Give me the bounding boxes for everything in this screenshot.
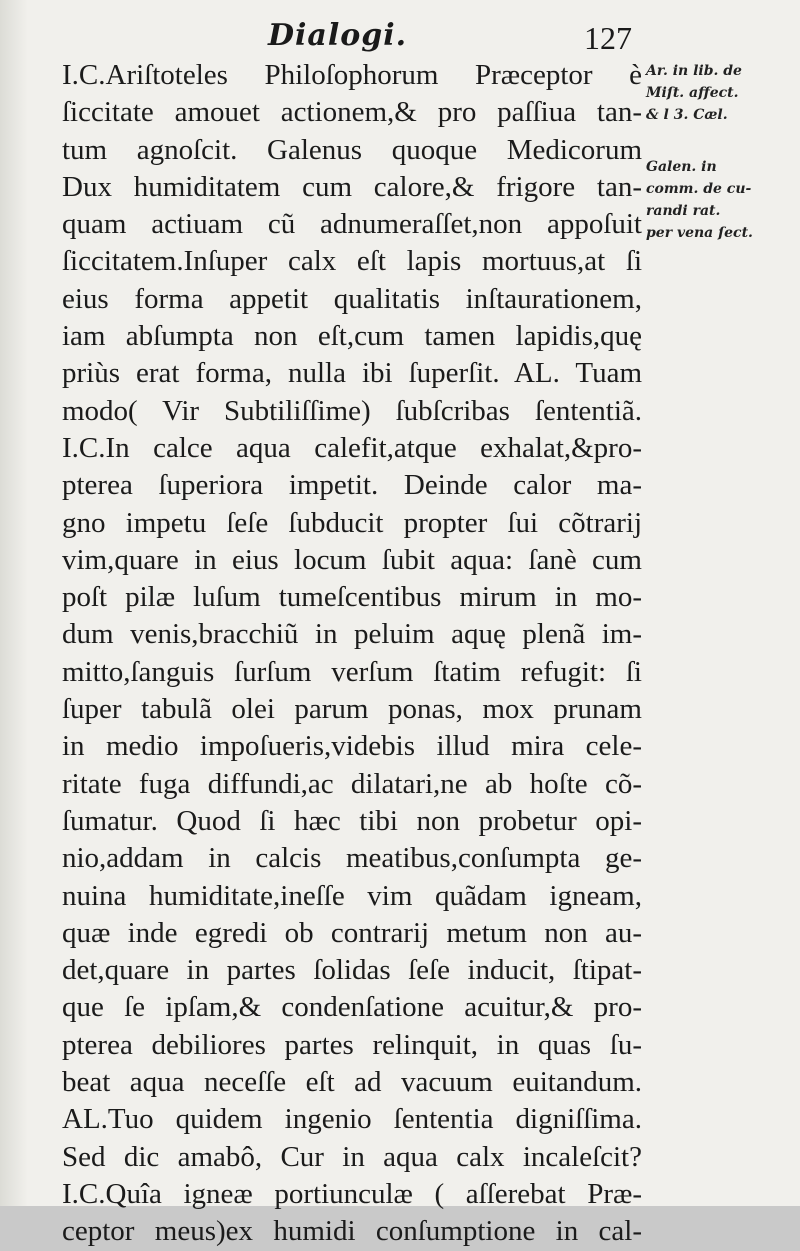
running-head: Dialogi. [268,18,408,53]
body-text [62,57,642,1251]
marginal-note-line: randi rat. [646,203,721,219]
text-line: AL.Tuo quidem ingenio ſententia digniſſima. [62,1103,642,1136]
marginal-note-line: Ar. in lib. de [646,63,742,79]
marginal-note-line: Miſt. affect. [646,85,739,101]
text-line: nio,addam in calcis meatibus,conſumpta ge- [62,842,642,875]
text-line: vim,quare in eius locum ſubit aqua: ſanè cum [62,543,642,576]
text-line: I.C.In calce aqua calefit,atque exhalat,&pro- [62,431,642,464]
text-line: ceptor meus)ex humidi conſumptione in cal- [62,1215,642,1248]
text-line: eius forma appetit qualitatis inſtaurationem, [62,282,642,315]
marginal-note-line: & l 3. Cæl. [646,107,728,123]
text-line: quæ inde egredi ob contrarij metum non au- [62,916,642,949]
text-line: ſiccitate amouet actionem,& pro paſſiua tan- [62,96,642,129]
marginal-note-galen [646,156,794,244]
text-line: Dux humiditatem cum calore,& frigore tan- [62,170,642,203]
text-line: Sed dic amabô, Cur in aqua calx incaleſcit? [62,1140,642,1173]
text-line: in medio impoſueris,videbis illud mira cele- [62,730,642,763]
text-line: priùs erat forma, nulla ibi ſuperſit. AL. Tuam [62,357,642,390]
text-line: beat aqua neceſſe eſt ad vacuum euitandum. [62,1066,642,1099]
marginal-notes [646,60,794,274]
text-line: pterea debiliores partes relinquit, in quas ſu- [62,1028,642,1061]
marginal-note-line: comm. de cu- [646,181,752,197]
text-line: ſiccitatem.Inſuper calx eſt lapis mortuus,at ſi [62,245,642,278]
page-number: 127 [584,20,632,56]
text-line: ritate fuga diffundi,ac dilatari,ne ab hoſte cõ- [62,767,642,800]
text-line: poſt pilæ luſum tumeſcentibus mirum in mo- [62,581,642,614]
marginal-note-line: per vena ſect. [646,225,753,241]
text-line: pterea ſuperiora impetit. Deinde calor ma- [62,469,642,502]
text-line: det,quare in partes ſolidas ſeſe inducit, ſtipat- [62,954,642,987]
text-line: ſuper tabulã olei parum ponas, mox prunam [62,693,642,726]
text-line: gno impetu ſeſe ſubducit propter ſui cõtrarij [62,506,642,539]
text-line: I.C.Ariſtoteles Philoſophorum Præceptor è [62,59,642,91]
text-line: ſumatur. Quod ſi hæc tibi non probetur opi- [62,804,642,837]
text-line: iam abſumpta non eſt,cum tamen lapidis,quę [62,320,642,353]
text-line: quam actiuam cũ adnumeraſſet,non appoſuit [62,208,642,241]
text-line: I.C.Quîa igneæ portiunculæ ( aſſerebat Præ- [62,1177,642,1210]
text-line: dum venis,bracchiũ in peluim aquę plenã im- [62,618,642,651]
text-line: nuina humiditate,ineſſe vim quãdam igneam, [62,879,642,912]
text-line: mitto,ſanguis ſurſum verſum ſtatim refugit: ſi [62,655,642,688]
marginal-note-line: Galen. in [646,159,717,175]
text-line: modo( Vir Subtiliſſime) ſubſcribas ſententiã. [62,394,642,427]
text-line: tum agnoſcit. Galenus quoque Medicorum [62,133,642,166]
text-line: que ſe ipſam,& condenſatione acuitur,& pro- [62,991,642,1024]
marginal-note-aristotle [646,60,794,126]
